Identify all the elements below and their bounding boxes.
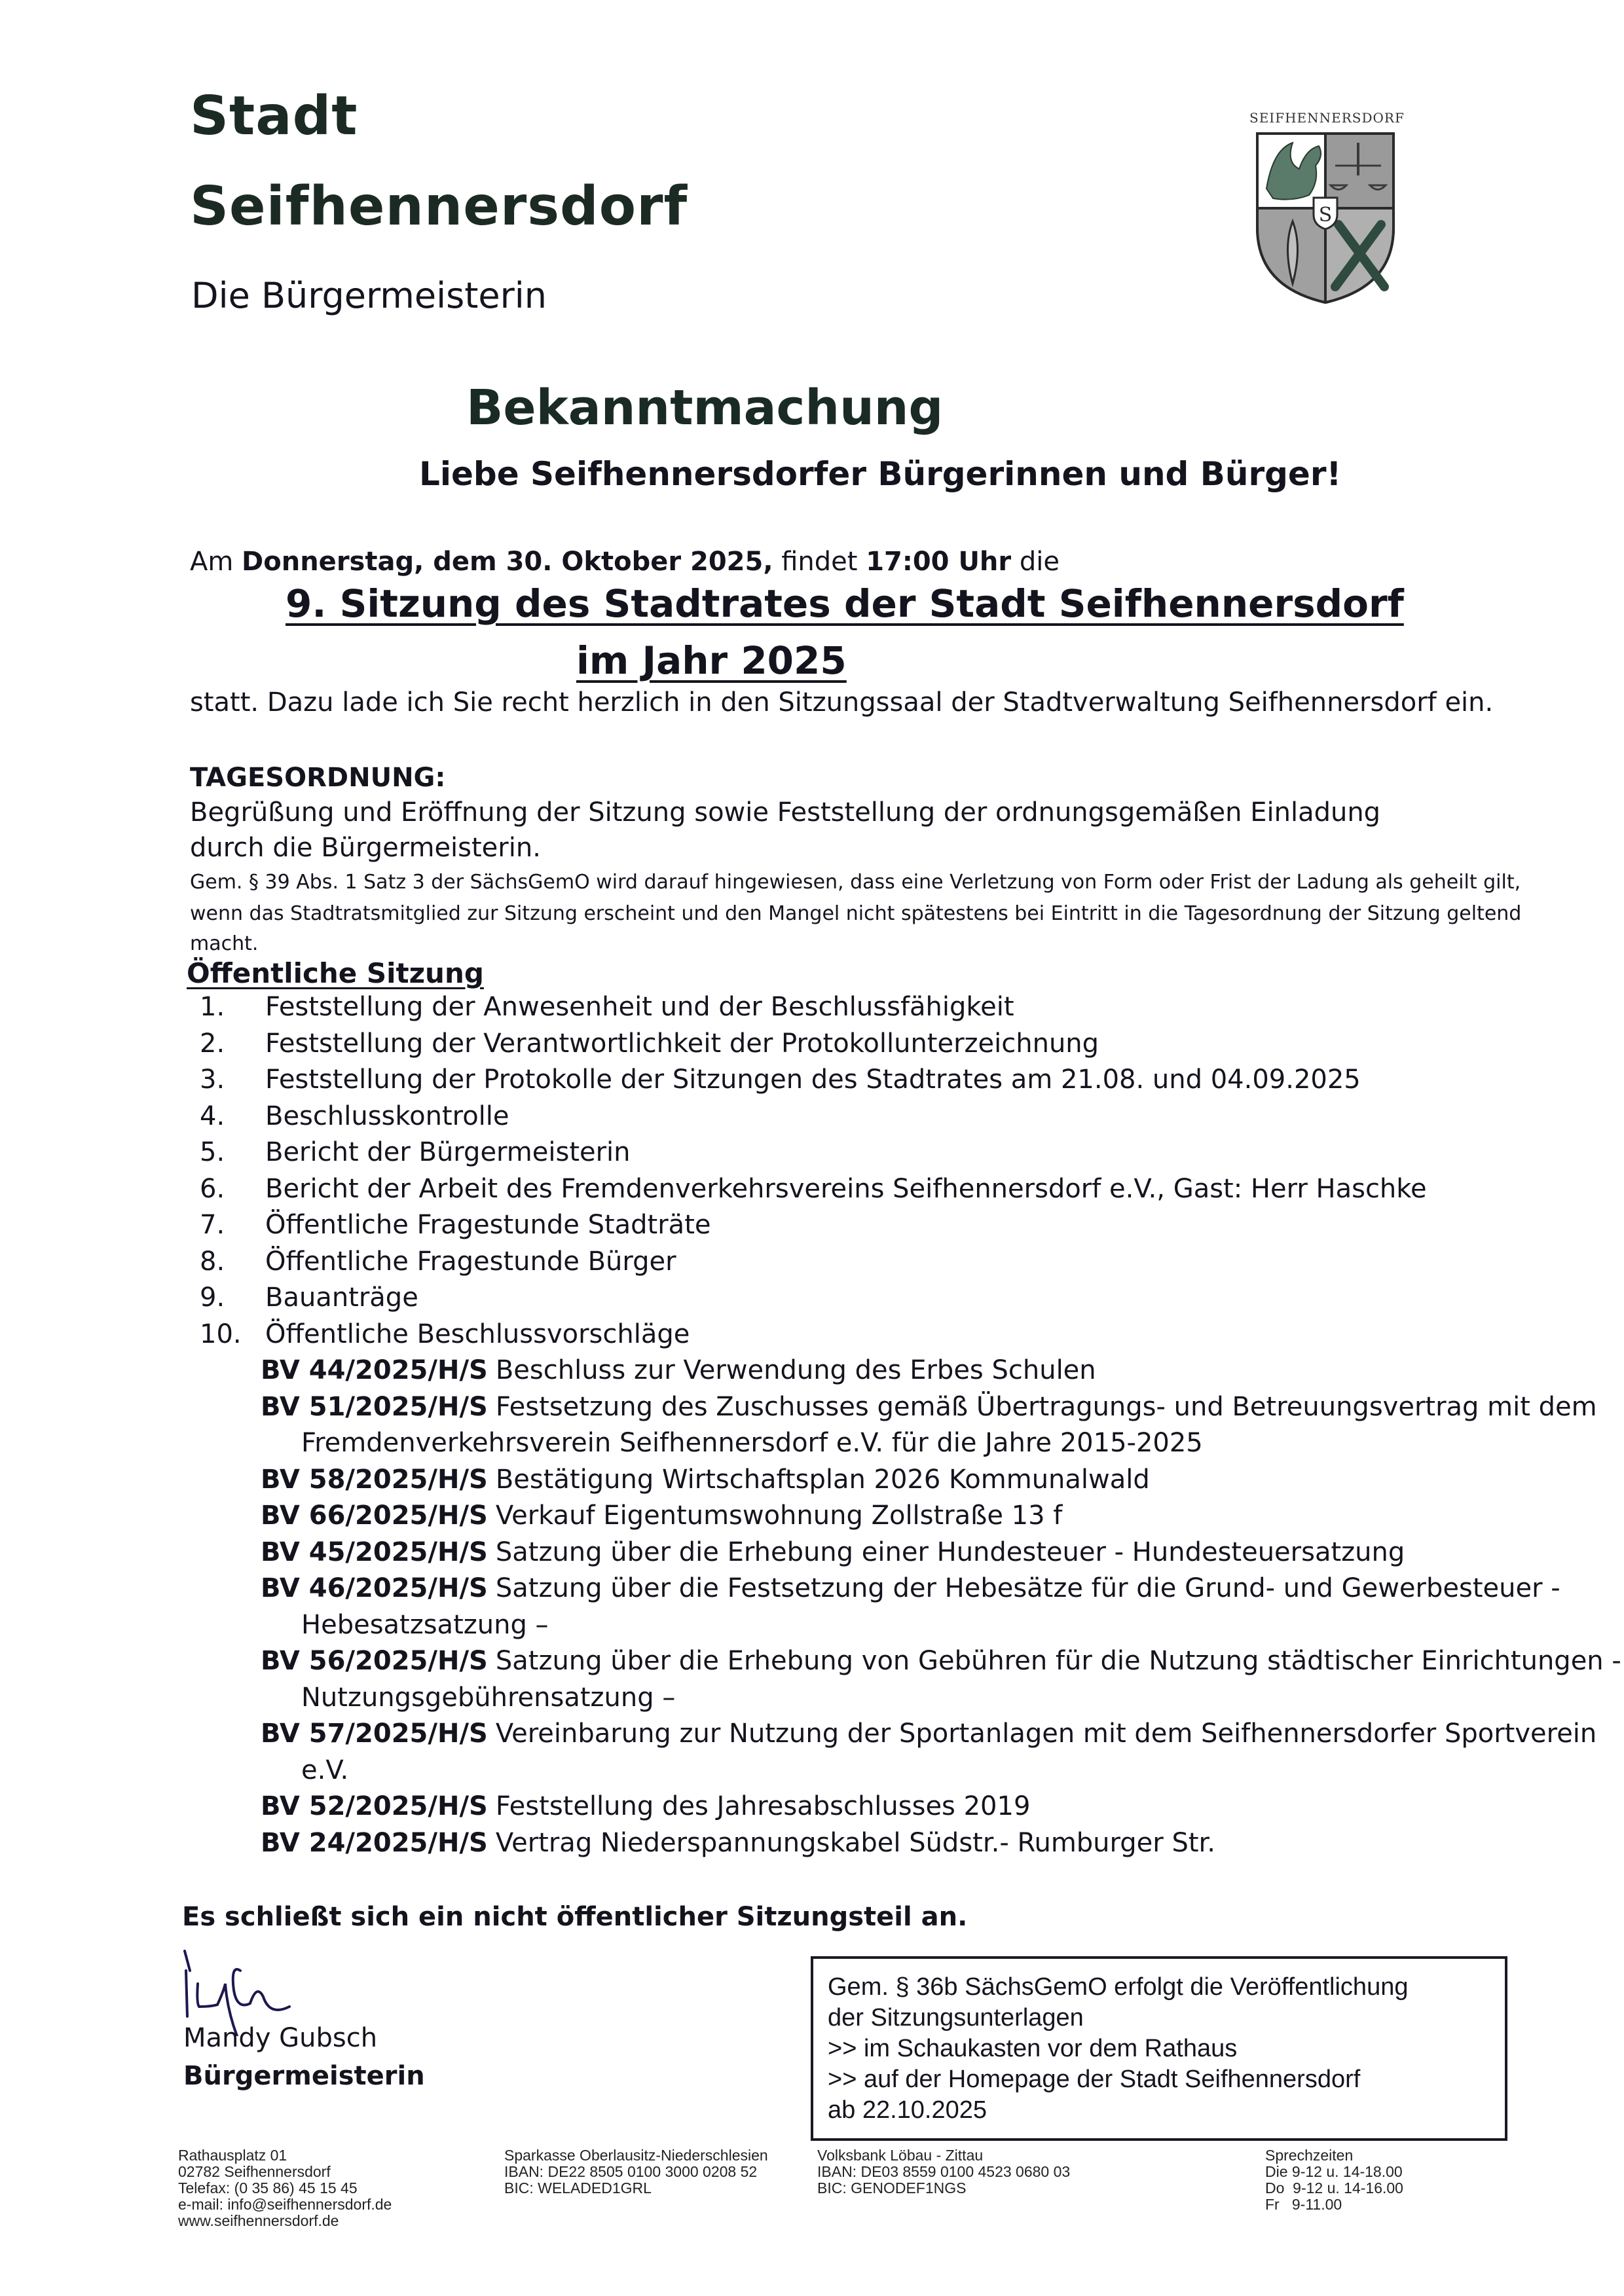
agenda-item-number: 9. <box>200 1283 225 1313</box>
resolution-text: Verkauf Eigentumswohnung Zollstraße 13 f <box>495 1501 1063 1531</box>
public-session-title: Öffentliche Sitzung <box>187 957 484 989</box>
agenda-item <box>200 1210 1427 1247</box>
footer-line: BIC: WELADED1GRL <box>504 2179 652 2196</box>
agenda-item-text: Beschlusskontrolle <box>265 1101 509 1131</box>
meeting-intro <box>190 547 1060 577</box>
welcome-line-2: durch die Bürgermeisterin. <box>190 833 541 863</box>
agenda-item-number: 3. <box>200 1065 225 1095</box>
footer-office-hours <box>1265 2147 1403 2213</box>
intro-prefix: Am <box>190 547 242 577</box>
publication-line: Gem. § 36b SächsGemO erfolgt die Veröffentlichung <box>828 1973 1409 2001</box>
resolution-text: Feststellung des Jahresabschlusses 2019 <box>495 1791 1031 1821</box>
agenda-item-text: Bauanträge <box>265 1283 418 1313</box>
resolution-id: BV 57/2025/H/S <box>261 1719 488 1749</box>
closing-note: Es schließt sich ein nicht öffentlicher Sitzungsteil an. <box>182 1902 968 1932</box>
agenda-item <box>200 1283 1427 1319</box>
signer-role: Bürgermeisterin <box>183 2061 425 2091</box>
intro-middle: findet <box>773 547 866 577</box>
agenda-item <box>200 1319 1427 1356</box>
resolution-id: BV 45/2025/H/S <box>261 1537 488 1567</box>
resolution-id: BV 56/2025/H/S <box>261 1646 488 1676</box>
intro-suffix: die <box>1011 547 1060 577</box>
resolution-text: Vertrag Niederspannungskabel Südstr.- Rumburger Str. <box>495 1827 1215 1858</box>
session-title: 9. Sitzung des Stadtrates der Stadt Seifhennersdorf <box>286 581 1404 626</box>
footer-website[interactable]: www.seifhennersdorf.de <box>178 2212 339 2229</box>
resolution-text-continuation: Fremdenverkehrsverein Seifhennersdorf e.V. für die Jahre 2015-2025 <box>301 1428 1203 1458</box>
resolution-text-continuation: Hebesatzsatzung – <box>301 1609 549 1640</box>
resolution-item <box>261 1719 1621 1755</box>
resolution-text: Satzung über die Erhebung einer Hundesteuer - Hundesteuersatzung <box>495 1537 1405 1567</box>
resolution-text: Beschluss zur Verwendung des Erbes Schulen <box>495 1355 1096 1385</box>
meeting-time: 17:00 Uhr <box>866 547 1012 577</box>
footer-line: Do 9-12 u. 14-16.00 <box>1265 2179 1403 2196</box>
svg-text:S: S <box>1318 204 1333 227</box>
resolution-item <box>261 1355 1621 1392</box>
footer-line: IBAN: DE03 8559 0100 4523 0680 03 <box>817 2163 1071 2180</box>
resolution-item <box>261 1465 1621 1501</box>
agenda-item-text: Bericht der Arbeit des Fremdenverkehrsvereins Seifhennersdorf e.V., Gast: Herr Haschke <box>265 1173 1427 1204</box>
resolution-id: BV 52/2025/H/S <box>261 1791 488 1821</box>
coat-of-arms-label: SEIFHENNERSDORF <box>1249 110 1405 126</box>
resolution-text: Festsetzung des Zuschusses gemäß Übertragungs- und Betreuungsvertrag mit dem <box>495 1391 1597 1422</box>
resolution-id: BV 58/2025/H/S <box>261 1464 488 1495</box>
agenda-item-text: Feststellung der Anwesenheit und der Beschlussfähigkeit <box>265 992 1014 1022</box>
resolution-item <box>261 1646 1621 1683</box>
agenda-item-number: 6. <box>200 1173 225 1204</box>
footer-line: IBAN: DE22 8505 0100 3000 0208 52 <box>504 2163 758 2180</box>
agenda-item <box>200 1174 1427 1211</box>
intro-closing: statt. Dazu lade ich Sie recht herzlich in den Sitzungssaal der Stadtverwaltung Seifhennersdorf ein. <box>190 687 1494 718</box>
legal-note-line-2: wenn das Stadtratsmitglied zur Sitzung erscheint und den Mangel nicht spätestens bei Eintritt in die Tagesordnung der Sitzung geltend <box>190 902 1522 925</box>
agenda-item-number: 1. <box>200 992 225 1022</box>
footer-line: Telefax: (0 35 86) 45 15 45 <box>178 2179 358 2196</box>
publication-line: >> im Schaukasten vor dem Rathaus <box>828 2035 1238 2062</box>
welcome-line-1: Begrüßung und Eröffnung der Sitzung sowie Feststellung der ordnungsgemäßen Einladung <box>190 797 1381 828</box>
resolution-item <box>261 1573 1621 1610</box>
agenda-item-text: Feststellung der Verantwortlichkeit der Protokollunterzeichnung <box>265 1028 1099 1059</box>
agenda-item-text: Öffentliche Beschlussvorschläge <box>265 1319 690 1349</box>
salutation: Liebe Seifhennersdorfer Bürgerinnen und Bürger! <box>419 455 1342 493</box>
signature-icon <box>178 1944 388 2036</box>
agenda-item-number: 10. <box>200 1319 242 1349</box>
session-year: im Jahr 2025 <box>576 638 847 683</box>
footer-line: Volksbank Löbau - Zittau <box>817 2147 984 2164</box>
resolution-item <box>261 1828 1621 1865</box>
resolution-id: BV 66/2025/H/S <box>261 1501 488 1531</box>
publication-notice-box <box>811 1956 1507 2141</box>
agenda-item <box>200 992 1427 1029</box>
agenda-item <box>200 1137 1427 1174</box>
resolution-item <box>261 1791 1621 1828</box>
agenda-title: TAGESORDNUNG: <box>190 763 446 793</box>
resolution-item <box>261 1537 1621 1574</box>
footer-line: BIC: GENODEF1NGS <box>817 2179 967 2196</box>
footer-line: Sprechzeiten <box>1265 2147 1354 2164</box>
resolution-text: Bestätigung Wirtschaftsplan 2026 Kommunalwald <box>495 1464 1150 1495</box>
resolution-list <box>261 1355 1621 1864</box>
resolution-text: Vereinbarung zur Nutzung der Sportanlagen mit dem Seifhennersdorfer Sportverein <box>495 1719 1597 1749</box>
resolution-id: BV 51/2025/H/S <box>261 1391 488 1422</box>
meeting-date: Donnerstag, dem 30. Oktober 2025, <box>242 547 773 577</box>
coat-of-arms-icon <box>1253 130 1397 306</box>
agenda-item-text: Bericht der Bürgermeisterin <box>265 1137 631 1167</box>
agenda-list <box>200 992 1427 1355</box>
legal-note-line-3: macht. <box>190 932 259 955</box>
resolution-item <box>261 1501 1621 1537</box>
publication-line: ab 22.10.2025 <box>828 2096 987 2124</box>
city-name-line1: Stadt <box>190 85 358 147</box>
resolution-text: Satzung über die Festsetzung der Hebesätze für die Grund- und Gewerbesteuer - <box>495 1573 1560 1603</box>
resolution-text-continuation: Nutzungsgebührensatzung – <box>301 1682 676 1713</box>
footer-bank-sparkasse <box>504 2147 768 2196</box>
footer-line: Fr 9-11.00 <box>1265 2196 1342 2213</box>
footer-address <box>178 2147 392 2229</box>
resolution-id: BV 44/2025/H/S <box>261 1355 488 1385</box>
publication-line: >> auf der Homepage der Stadt Seifhennersdorf <box>828 2066 1361 2093</box>
footer-email[interactable]: e-mail: info@seifhennersdorf.de <box>178 2196 392 2213</box>
resolution-item <box>261 1392 1621 1429</box>
agenda-item-number: 7. <box>200 1210 225 1240</box>
agenda-item-text: Feststellung der Protokolle der Sitzungen des Stadtrates am 21.08. und 04.09.2025 <box>265 1065 1361 1095</box>
footer-bank-volksbank <box>817 2147 1070 2196</box>
office-title: Die Bürgermeisterin <box>191 275 547 316</box>
agenda-item-text: Öffentliche Fragestunde Bürger <box>265 1246 676 1277</box>
agenda-item-text: Öffentliche Fragestunde Stadträte <box>265 1210 711 1240</box>
footer-line: Die 9-12 u. 14-18.00 <box>1265 2163 1403 2180</box>
legal-note-line-1: Gem. § 39 Abs. 1 Satz 3 der SächsGemO wird darauf hingewiesen, dass eine Verletzung von Form oder Frist der Ladung als geheilt gilt, <box>190 871 1521 894</box>
agenda-item-number: 4. <box>200 1101 225 1131</box>
footer-line: Sparkasse Oberlausitz-Niederschlesien <box>504 2147 768 2164</box>
footer-line: Rathausplatz 01 <box>178 2147 287 2164</box>
agenda-item <box>200 1065 1427 1101</box>
agenda-item-number: 5. <box>200 1137 225 1167</box>
resolution-id: BV 46/2025/H/S <box>261 1573 488 1603</box>
resolution-id: BV 24/2025/H/S <box>261 1827 488 1858</box>
agenda-item-number: 8. <box>200 1246 225 1277</box>
publication-line: der Sitzungsunterlagen <box>828 2004 1084 2032</box>
signer-name: Mandy Gubsch <box>183 2023 378 2053</box>
city-name-line2: Seifhennersdorf <box>190 175 688 238</box>
announcement-heading: Bekanntmachung <box>466 380 944 436</box>
footer-line: 02782 Seifhennersdorf <box>178 2163 331 2180</box>
agenda-item <box>200 1101 1427 1138</box>
agenda-item <box>200 1029 1427 1065</box>
resolution-text: Satzung über die Erhebung von Gebühren für die Nutzung städtischer Einrichtungen - <box>495 1646 1621 1676</box>
agenda-item-number: 2. <box>200 1028 225 1059</box>
agenda-item <box>200 1247 1427 1283</box>
coat-of-arms <box>1244 110 1405 309</box>
resolution-text-continuation: e.V. <box>301 1755 349 1785</box>
